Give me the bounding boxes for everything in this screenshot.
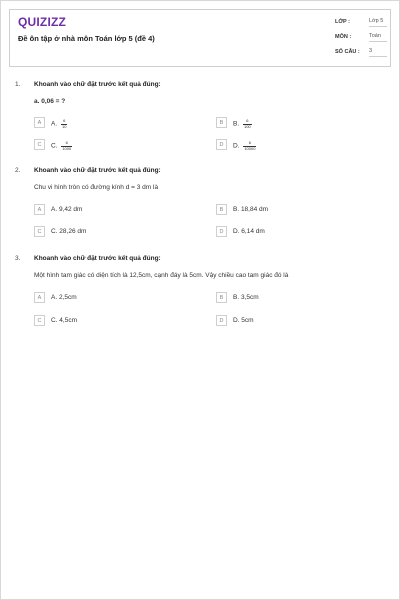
option-text: B. 3,5cm — [233, 294, 259, 301]
option-text — [233, 119, 252, 129]
option-prefix: C. — [51, 142, 58, 150]
fraction-denominator: 1000 — [62, 145, 72, 151]
option-text: A. 2,5cm — [51, 294, 77, 301]
option-letter-box[interactable]: A — [34, 204, 45, 215]
option-text: A. 9,42 dm — [51, 206, 83, 213]
option-text — [51, 141, 72, 151]
question-number: 3. — [15, 255, 21, 262]
option-text: D. 5cm — [233, 317, 254, 324]
worksheet-header — [9, 9, 391, 67]
meta-subject-label: MÔN : — [335, 34, 352, 40]
option-letter-box[interactable]: D — [216, 139, 227, 150]
fraction-numerator: 6 — [61, 141, 72, 147]
option-letter-box[interactable]: C — [34, 226, 45, 237]
option-text: C. 4,5cm — [51, 317, 78, 324]
fraction-numerator: 6 — [243, 141, 256, 147]
worksheet-title: Đề ôn tập ở nhà môn Toán lớp 5 (đề 4) — [18, 34, 155, 43]
option-letter-box[interactable]: C — [34, 315, 45, 326]
option-prefix: B. — [233, 120, 240, 128]
question-prompt: Chu vi hình tròn có đường kính d = 3 dm là — [34, 184, 159, 191]
option-text: C. 28,26 dm — [51, 228, 87, 235]
fraction-denominator: 10 — [61, 123, 67, 129]
question-number: 1. — [15, 81, 21, 88]
fraction — [61, 119, 67, 129]
meta-count-label: SỐ CÂU : — [335, 49, 360, 55]
fraction-numerator: 6 — [243, 119, 252, 125]
meta-subject-value: Toán — [369, 32, 387, 42]
option-letter-box[interactable]: B — [216, 204, 227, 215]
meta-count-value: 3 — [369, 47, 387, 57]
question-number: 2. — [15, 167, 21, 174]
meta-grade-value: Lớp 5 — [369, 17, 387, 27]
option-prefix: D. — [233, 142, 240, 150]
option-letter-box[interactable]: D — [216, 315, 227, 326]
option-text: D. 6,14 dm — [233, 228, 265, 235]
option-prefix: A. — [51, 120, 58, 128]
question-instruction: Khoanh vào chữ đặt trước kết quả đúng: — [34, 167, 161, 174]
fraction — [61, 141, 72, 151]
question-instruction: Khoanh vào chữ đặt trước kết quả đúng: — [34, 81, 161, 88]
meta-subject — [335, 32, 387, 43]
fraction — [243, 119, 252, 129]
option-letter-box[interactable]: B — [216, 117, 227, 128]
option-letter-box[interactable]: C — [34, 139, 45, 150]
fraction-denominator: 100 — [243, 123, 251, 129]
meta-grade — [335, 17, 387, 28]
option-letter-box[interactable]: A — [34, 292, 45, 303]
option-letter-box[interactable]: A — [34, 117, 45, 128]
meta-grade-label: LỚP : — [335, 19, 350, 25]
fraction-numerator: 6 — [61, 119, 67, 125]
option-text — [51, 119, 67, 129]
option-text: B. 18,84 dm — [233, 206, 269, 213]
fraction — [243, 141, 256, 151]
quizizz-logo: QUIZIZZ — [18, 15, 67, 29]
meta-count — [335, 47, 387, 58]
option-text — [233, 141, 256, 151]
option-letter-box[interactable]: B — [216, 292, 227, 303]
question-instruction: Khoanh vào chữ đặt trước kết quả đúng: — [34, 255, 161, 262]
question-prompt: a. 0,06 = ? — [34, 98, 66, 105]
option-letter-box[interactable]: D — [216, 226, 227, 237]
fraction-denominator: 10000 — [244, 145, 256, 151]
question-prompt: Một hình tam giác có diện tích là 12,5cm, cạnh đáy là 5cm. Vậy chiều cao tam giác đó là — [34, 272, 289, 279]
